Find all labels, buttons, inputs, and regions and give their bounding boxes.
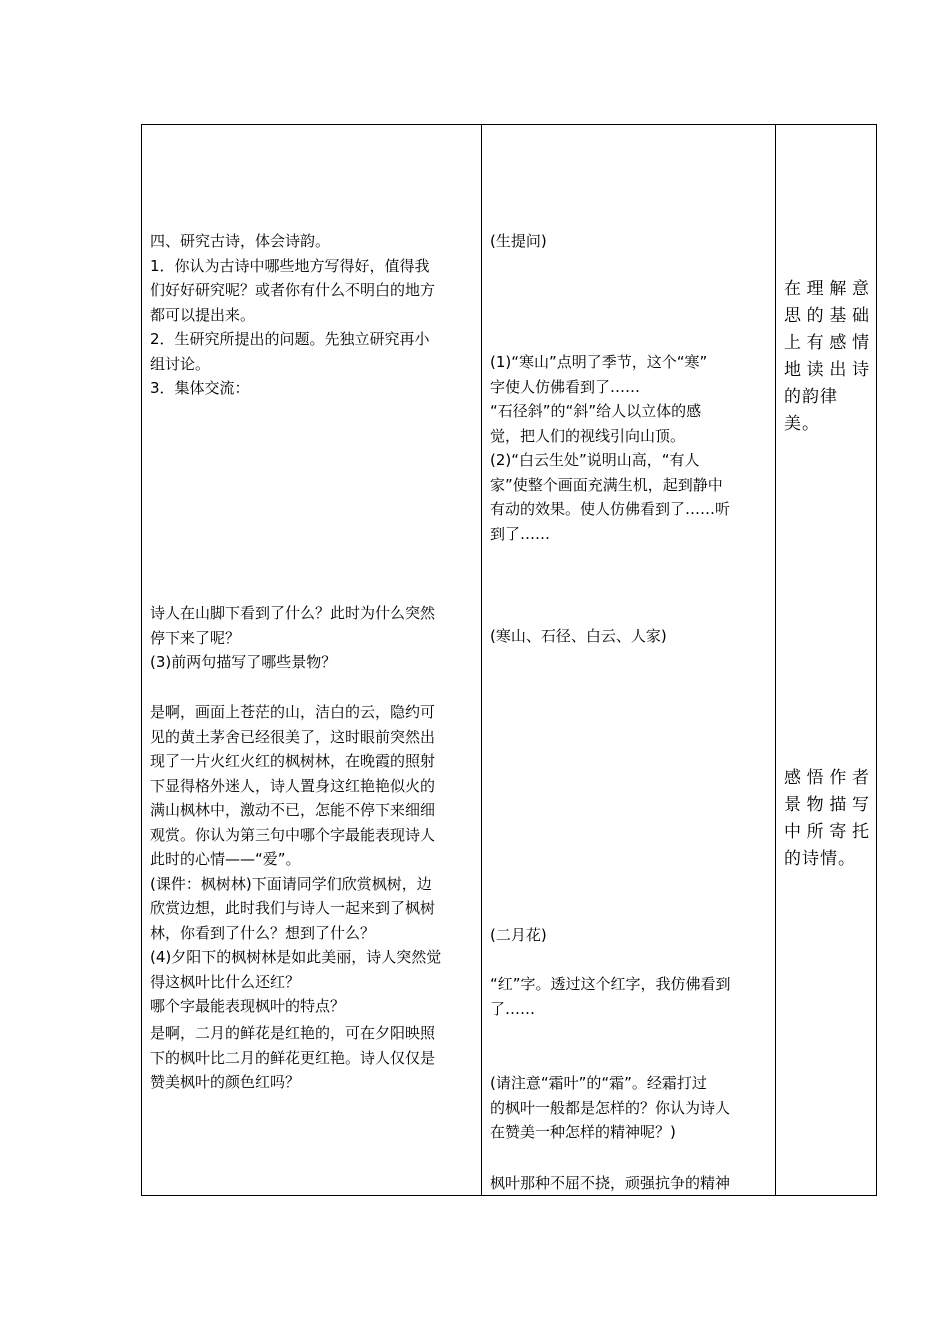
text-line: 感悟作者 xyxy=(784,768,870,788)
text-line: 的枫叶一般都是怎样的？你认为诗人 xyxy=(490,1098,731,1117)
text-line: 在理解意 xyxy=(784,279,870,299)
text-line: 家”使整个画面充满生机，起到静中 xyxy=(490,475,723,494)
text-line: 四、研究古诗，体会诗韵。 xyxy=(150,232,331,250)
text-line: 得这枫叶比什么还红？ xyxy=(150,972,301,991)
text-line: 到了…… xyxy=(490,524,551,543)
student-text-block xyxy=(490,229,770,254)
text-line: “石径斜”的“斜”给人以立体的感 xyxy=(490,402,702,420)
student-text-block xyxy=(490,350,770,546)
text-line: 停下来了呢？ xyxy=(150,628,241,647)
text-line: 欣赏边想，此时我们与诗人一起来到了枫树 xyxy=(150,899,436,917)
intent-text-block xyxy=(784,765,870,873)
teacher-text-block xyxy=(150,1021,475,1095)
text-line: 有动的效果。使人仿佛看到了……听 xyxy=(490,500,731,518)
text-line: 现了一片火红火红的枫树林，在晚霞的照射 xyxy=(150,752,436,770)
text-line: 们好好研究呢？或者你有什么不明白的地方 xyxy=(150,281,436,299)
text-line: 中所寄托 xyxy=(784,822,870,842)
student-text-block xyxy=(490,1171,770,1196)
text-line: (3)前两句描写了哪些景物？ xyxy=(150,653,337,671)
teacher-text-block xyxy=(150,229,475,401)
column-divider xyxy=(775,125,776,1195)
text-line: (1)“寒山”点明了季节，这个“寒” xyxy=(490,353,708,371)
text-line: 上有感情 xyxy=(784,333,870,353)
text-line: 3．集体交流： xyxy=(150,379,250,397)
text-line: 2．生研究所提出的问题。先独立研究再小 xyxy=(150,330,430,348)
text-line: 思的基础 xyxy=(784,306,870,326)
text-line: 组讨论。 xyxy=(150,354,211,373)
teacher-text-block xyxy=(150,700,475,1019)
student-text-block xyxy=(490,923,770,948)
text-line: 的诗情。 xyxy=(784,849,856,869)
student-text-block xyxy=(490,1071,770,1145)
text-line: (生提问) xyxy=(490,232,547,250)
text-line: 哪个字最能表现枫叶的特点？ xyxy=(150,997,346,1015)
text-line: 观赏。你认为第三句中哪个字最能表现诗人 xyxy=(150,825,436,844)
text-line: 是啊，二月的鲜花是红艳的，可在夕阳映照 xyxy=(150,1024,436,1042)
text-line: 景物描写 xyxy=(784,795,870,815)
text-line: 诗人在山脚下看到了什么？此时为什么突然 xyxy=(150,604,436,622)
text-line: 觉，把人们的视线引向山顶。 xyxy=(490,426,686,445)
text-line: (请注意“霜叶”的“霜”。经霜打过 xyxy=(490,1074,707,1092)
text-line: (寒山、石径、白云、人家) xyxy=(490,627,667,645)
text-line: 是啊，画面上苍茫的山，洁白的云，隐约可 xyxy=(150,703,436,721)
text-line: (二月花) xyxy=(490,926,547,944)
column-divider xyxy=(481,125,482,1195)
student-text-block xyxy=(490,624,770,649)
text-line: 下显得格外迷人，诗人置身这红艳艳似火的 xyxy=(150,776,436,795)
text-line: 林，你看到了什么？想到了什么？ xyxy=(150,923,376,942)
text-line: 见的黄土茅舍已经很美了，这时眼前突然出 xyxy=(150,727,436,746)
text-line: 美。 xyxy=(784,414,820,434)
text-line: 在赞美一种怎样的精神呢？) xyxy=(490,1123,676,1141)
text-line: 了…… xyxy=(490,999,536,1018)
text-line: 地读出诗 xyxy=(784,360,870,380)
text-line: 下的枫叶比二月的鲜花更红艳。诗人仅仅是 xyxy=(150,1048,436,1067)
text-line: 赞美枫叶的颜色红吗？ xyxy=(150,1073,301,1091)
text-line: 字使人仿佛看到了…… xyxy=(490,377,641,396)
text-line: 满山枫林中，激动不已，怎能不停下来细细 xyxy=(150,801,436,819)
text-line: 的韵律 xyxy=(784,387,838,407)
text-line: 1．你认为古诗中哪些地方写得好，值得我 xyxy=(150,256,430,275)
text-line: 此时的心情——“爱”。 xyxy=(150,850,301,868)
text-line: 都可以提出来。 xyxy=(150,305,256,324)
student-text-block xyxy=(490,972,770,1021)
text-line: (4)夕阳下的枫树林是如此美丽，诗人突然觉 xyxy=(150,948,442,966)
intent-text-block xyxy=(784,276,870,438)
text-line: “红”字。透过这个红字，我仿佛看到 xyxy=(490,975,731,993)
text-line: (课件：枫树林)下面请同学们欣赏枫树，边 xyxy=(150,874,432,893)
lesson-plan-table xyxy=(141,124,877,1196)
teacher-text-block xyxy=(150,601,475,675)
text-line: (2)“白云生处”说明山高，“有人 xyxy=(490,451,700,469)
text-line: 枫叶那种不屈不挠，顽强抗争的精神 xyxy=(490,1174,731,1192)
